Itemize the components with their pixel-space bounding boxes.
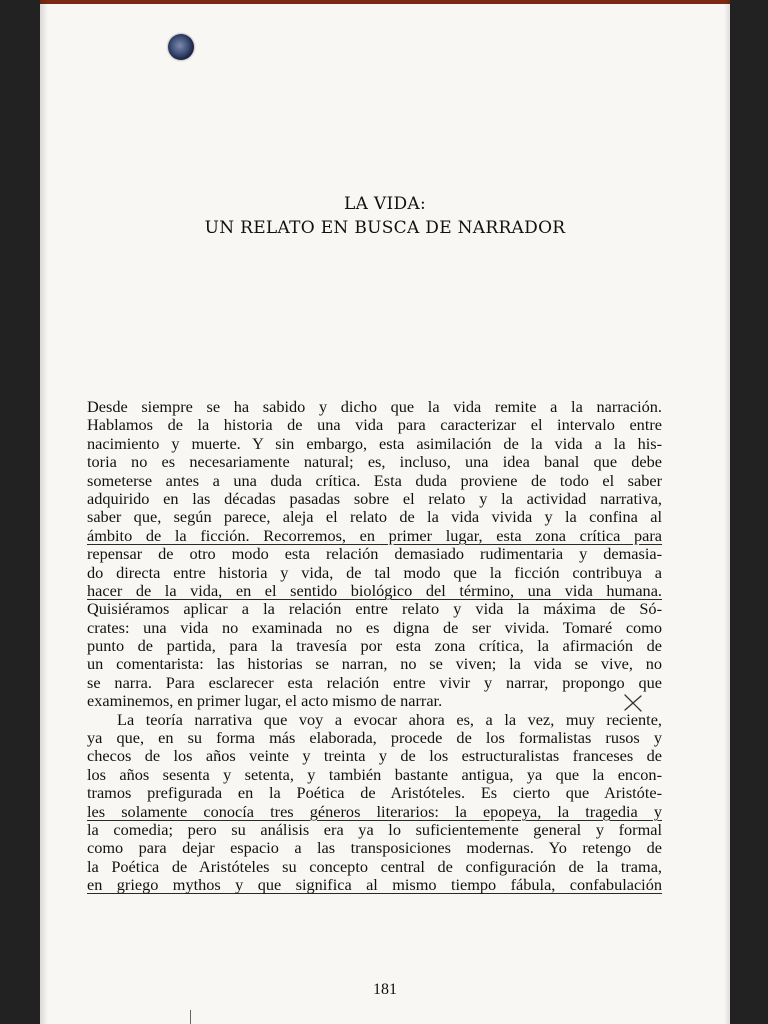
- body-line: como para dejar espacio a las transposiciones modernas. Yo retengo de: [87, 838, 662, 858]
- body-line: nacimiento y muerte. Y sin embargo, esta asimilación de la vida a la his-: [87, 433, 662, 453]
- body-line: la Poética de Aristóteles su concepto central de configuración de la trama,: [87, 856, 662, 876]
- body-line: crates: una vida no examinada no es digna de ser vivida. Tomaré como: [87, 617, 662, 637]
- body-line: la comedia; pero su análisis era ya lo suficientemente general y formal: [87, 819, 662, 839]
- body-line: ya que, en su forma más elaborada, procede de los formalistas rusos y: [87, 728, 662, 748]
- page-number: 181: [373, 981, 397, 998]
- body-line: checos de los años veinte y treinta y de los estructuralistas franceses de: [87, 746, 662, 766]
- page-edge-mark: [190, 1010, 191, 1024]
- body-line: repensar de otro modo esta relación demasiado rudimentaria y demasia-: [87, 544, 662, 564]
- body-line: someterse antes a una duda crítica. Esta duda proviene de todo el saber: [87, 470, 662, 490]
- body-line: ámbito de la ficción. Recorremos, en primer lugar, esta zona crítica para: [87, 525, 662, 545]
- page-right-shadow: [724, 0, 730, 1024]
- body-line: un comentarista: las historias se narran, no se viven; la vida se vive, no: [87, 654, 662, 674]
- page-left-shadow: [40, 0, 48, 1024]
- body-line: do directa entre historia y vida, de tal modo que la ficción contribuya a: [87, 562, 662, 582]
- page-top-edge: [40, 0, 730, 4]
- body-line: examinemos, en primer lugar, el acto mismo de narrar.: [87, 691, 443, 711]
- body-line: hacer de la vida, en el sentido biológico del término, una vida humana.: [87, 580, 662, 600]
- body-line: los años sesenta y setenta, y también bastante antigua, ya que la encon-: [87, 764, 662, 784]
- body-line: en griego mythos y que significa al mismo tiempo fábula, confabulación: [87, 875, 662, 895]
- body-line: tramos prefigurada en la Poética de Aristóteles. Es cierto que Aristóte-: [87, 783, 662, 803]
- body-line: se narra. Para esclarecer esta relación entre vivir y narrar, propongo que: [87, 672, 662, 692]
- body-line: Hablamos de la historia de una vida para caracterizar el intervalo entre: [87, 415, 662, 435]
- book-page: [40, 0, 730, 1024]
- body-line: les solamente conocía tres géneros literarios: la epopeya, la tragedia y: [87, 801, 662, 821]
- body-line: saber que, según parece, aleja el relato de la vida vivida y la confina al: [87, 507, 662, 527]
- body-line: Desde siempre se ha sabido y dicho que la vida remite a la narración.: [87, 397, 662, 416]
- body-line: toria no es necesariamente natural; es, incluso, una idea banal que debe: [87, 452, 662, 472]
- body-line: Quisiéramos aplicar a la relación entre relato y vida la máxima de Só-: [87, 599, 662, 619]
- punch-hole-mark: [168, 34, 194, 60]
- body-line: punto de partida, para la travesía por esta zona crítica, la afirmación de: [87, 636, 662, 656]
- chapter-body: [87, 398, 662, 895]
- body-line: La teoría narrativa que voy a evocar ahora es, a la vez, muy reciente,: [117, 709, 662, 729]
- x-mark-icon: [622, 692, 644, 714]
- chapter-title-line2: UN RELATO EN BUSCA DE NARRADOR: [204, 218, 566, 238]
- body-line: adquirido en las décadas pasadas sobre el relato y la actividad narrativa,: [87, 488, 662, 508]
- chapter-title-line1: LA VIDA:: [344, 194, 426, 214]
